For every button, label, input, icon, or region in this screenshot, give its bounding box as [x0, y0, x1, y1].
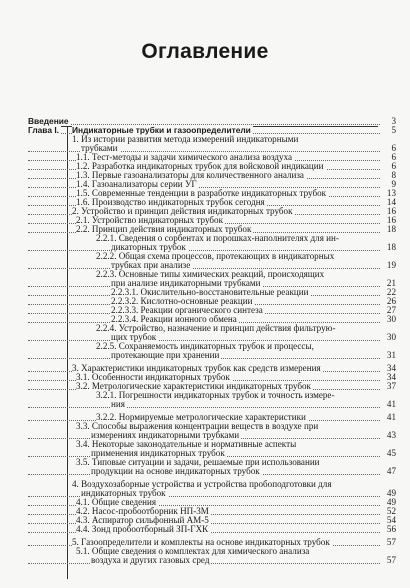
toc-page-number: 31 — [382, 351, 396, 360]
toc-page-number: 6 — [382, 144, 396, 153]
toc-page-number: 41 — [382, 413, 396, 422]
toc-entry-title: 4.2. Насос-пробоотборник НП-3М — [76, 506, 209, 516]
toc-page-number: 30 — [382, 333, 396, 342]
toc-entry — [28, 547, 396, 556]
toc-entry-title: 3.2. Метрологические характеристики индикаторных трубок — [76, 381, 311, 391]
toc-page-number: 47 — [382, 467, 396, 476]
toc-entry — [28, 525, 396, 534]
toc-entry-title: 2. Устройство и принцип действия индикаторных трубок — [72, 206, 293, 216]
toc-entry-title: 1.3. Первые газоанализаторы для количественного анализа — [76, 170, 304, 180]
toc-entry-title: применения индикаторных трубок — [91, 448, 225, 458]
toc-page-number: 37 — [382, 382, 396, 391]
toc-entry-title: 5. Газоопределители и комплекты на основе индикаторных трубок — [72, 537, 330, 547]
toc-entry-title: 2.2.3.3. Реакции органического синтеза — [111, 305, 263, 315]
toc-entry-title: 5.1. Общие сведения о комплектах для химического анализа — [76, 546, 310, 556]
toc-page-number: 52 — [382, 507, 396, 516]
toc-page-number: 43 — [382, 431, 396, 440]
toc-entry-title: 3. Характеристики индикаторных трубок как средств измерения — [72, 363, 321, 373]
toc-entry-title: 1.2. Разработка индикаторных трубок для войсковой индикации — [76, 161, 324, 171]
toc-page-number: 5 — [382, 126, 396, 135]
toc-entry-title: 1.5. Современные тенденции в разработке индикаторных трубок — [76, 188, 327, 198]
toc-entry-title: ния — [111, 399, 125, 409]
toc-entry-title: 2.2.5. Сохраняемость индикаторных трубок и процессы, — [96, 341, 314, 351]
toc-page-number: 57 — [382, 538, 396, 547]
toc-page-number: 27 — [382, 306, 396, 315]
toc-entry-title: при анализе индикаторными трубками — [111, 278, 261, 288]
toc-entry-title: 3.2.2. Нормируемые метрологические характеристики — [96, 412, 306, 422]
toc-entry-title: 2.2.3.1. Окислительно-восстановительные реакции — [111, 287, 309, 297]
toc-entry — [28, 556, 396, 565]
toc-entry-title: трубках при анализе — [111, 260, 191, 270]
toc-page-number: 6 — [382, 162, 396, 171]
page-title: Оглавление — [141, 40, 269, 63]
toc-entry-title: 1.1. Тест-методы и задачи химического анализа воздуха — [76, 152, 293, 162]
toc-entry — [28, 400, 396, 409]
toc-page-number: 14 — [382, 198, 396, 207]
toc-entry-title: Индикаторные трубки и газоопределители — [72, 125, 251, 135]
toc-entry-title: 1. Из истории развития метода измерений индикаторными — [72, 134, 299, 144]
toc-entry — [28, 351, 396, 360]
toc-entry — [28, 234, 396, 243]
toc-entry-title: 3.3. Способы выражения концентрации веществ в воздухе при — [76, 421, 319, 431]
toc-page-number: 13 — [382, 189, 396, 198]
toc-page-number: 6 — [382, 153, 396, 162]
dot-leader — [28, 261, 380, 269]
toc-entry-title: 1.4. Газоанализаторы серии УГ — [76, 179, 197, 189]
toc-page-number: 18 — [382, 225, 396, 234]
toc-entry-title: 2.2.3.2. Кислотно-основные реакции — [111, 296, 253, 306]
dot-leader — [28, 243, 380, 251]
toc-page-number: 30 — [382, 315, 396, 324]
toc-entry — [28, 391, 396, 400]
toc-entry-title: 4.4. Зонд пробоотборный ЗП-ГХК — [76, 524, 209, 534]
toc-page-number: 26 — [382, 297, 396, 306]
toc-page-number: 3 — [382, 117, 396, 126]
toc-entry — [28, 252, 396, 261]
toc-entry-title: 2.1. Устройство индикаторных трубок — [76, 215, 223, 225]
dot-leader — [28, 117, 380, 125]
toc-entry-title: 4.1. Общие сведения — [76, 497, 157, 507]
toc-page-number: 22 — [382, 288, 396, 297]
toc-page-number: 16 — [382, 216, 396, 225]
toc-entry-title: 2.2.3.4. Реакции ионного обмена — [111, 314, 237, 324]
toc-page-number: 34 — [382, 364, 396, 373]
toc-entry-title: 2.2. Принцип действия индикаторных трубок — [76, 224, 252, 234]
toc-entry-title: 2.2.2. Общая схема процессов, протекающих в индикаторных — [96, 251, 335, 261]
toc-page-number: 41 — [382, 400, 396, 409]
toc-entry-title: 2.2.4. Устройство, назначение и принцип действия фильтрую- — [96, 323, 336, 333]
toc-page-number: 45 — [382, 449, 396, 458]
toc-page-number: 18 — [382, 243, 396, 252]
toc-entry-title: 3.5. Типовые ситуации и задачи, решаемые при использовании — [76, 457, 320, 467]
toc-entry-title: продукции на основе индикаторных трубок — [91, 466, 260, 476]
toc-entry-title: протекающие при хранении — [111, 350, 220, 360]
toc-page-number: 57 — [382, 556, 396, 565]
dot-leader — [28, 333, 380, 341]
toc-page-number: 56 — [382, 525, 396, 534]
toc-page-number: 34 — [382, 373, 396, 382]
toc-entry-title: 2.2.1. Сведения о сорбентах и порошках-наполнителях для ин- — [96, 233, 339, 243]
toc-entry-title: дикаторных трубок — [111, 242, 186, 252]
chapter-number: Глава I. — [28, 125, 59, 135]
toc-page-number: 8 — [382, 171, 396, 180]
toc-page-number: 9 — [382, 180, 396, 189]
toc-entry-title: 3.4. Некоторые законодательные и нормативные аспекты — [76, 439, 297, 449]
toc-entry-title: 3.2.1. Погрешности индикаторных трубок и точность измере- — [96, 390, 335, 400]
toc-page-number: 16 — [382, 207, 396, 216]
toc-entry-title: щих трубок — [111, 332, 157, 342]
toc-entry — [28, 324, 396, 333]
toc-entry — [28, 467, 396, 476]
toc-page-number: 49 — [382, 498, 396, 507]
toc-entry-title: индикаторных трубок — [81, 488, 166, 498]
toc-entry-title: измерениях индикаторными трубками — [91, 430, 240, 440]
toc-page-number: 21 — [382, 279, 396, 288]
toc-entry-title: 4.3. Аспиратор сильфонный АМ-5 — [76, 515, 209, 525]
toc-entry-title: воздуха и других газовых сред — [91, 555, 210, 565]
toc-entry-title: Введение — [28, 116, 69, 126]
toc-page-number: 49 — [382, 489, 396, 498]
toc-entry-title: 1.6. Производство индикаторных трубок сегодня — [76, 197, 265, 207]
toc-entry-title: 2.2.3. Основные типы химических реакций, происходящих — [96, 269, 325, 279]
toc-entry-title: 4. Воздухозаборные устройства и устройства пробоподготовки для — [72, 479, 332, 489]
toc-page-number: 54 — [382, 516, 396, 525]
dot-leader — [28, 400, 380, 408]
toc-entry-title: 3.1. Особенности индикаторных трубок — [76, 372, 230, 382]
toc-page-number: 19 — [382, 261, 396, 270]
toc-entry-title: трубками — [81, 143, 118, 153]
